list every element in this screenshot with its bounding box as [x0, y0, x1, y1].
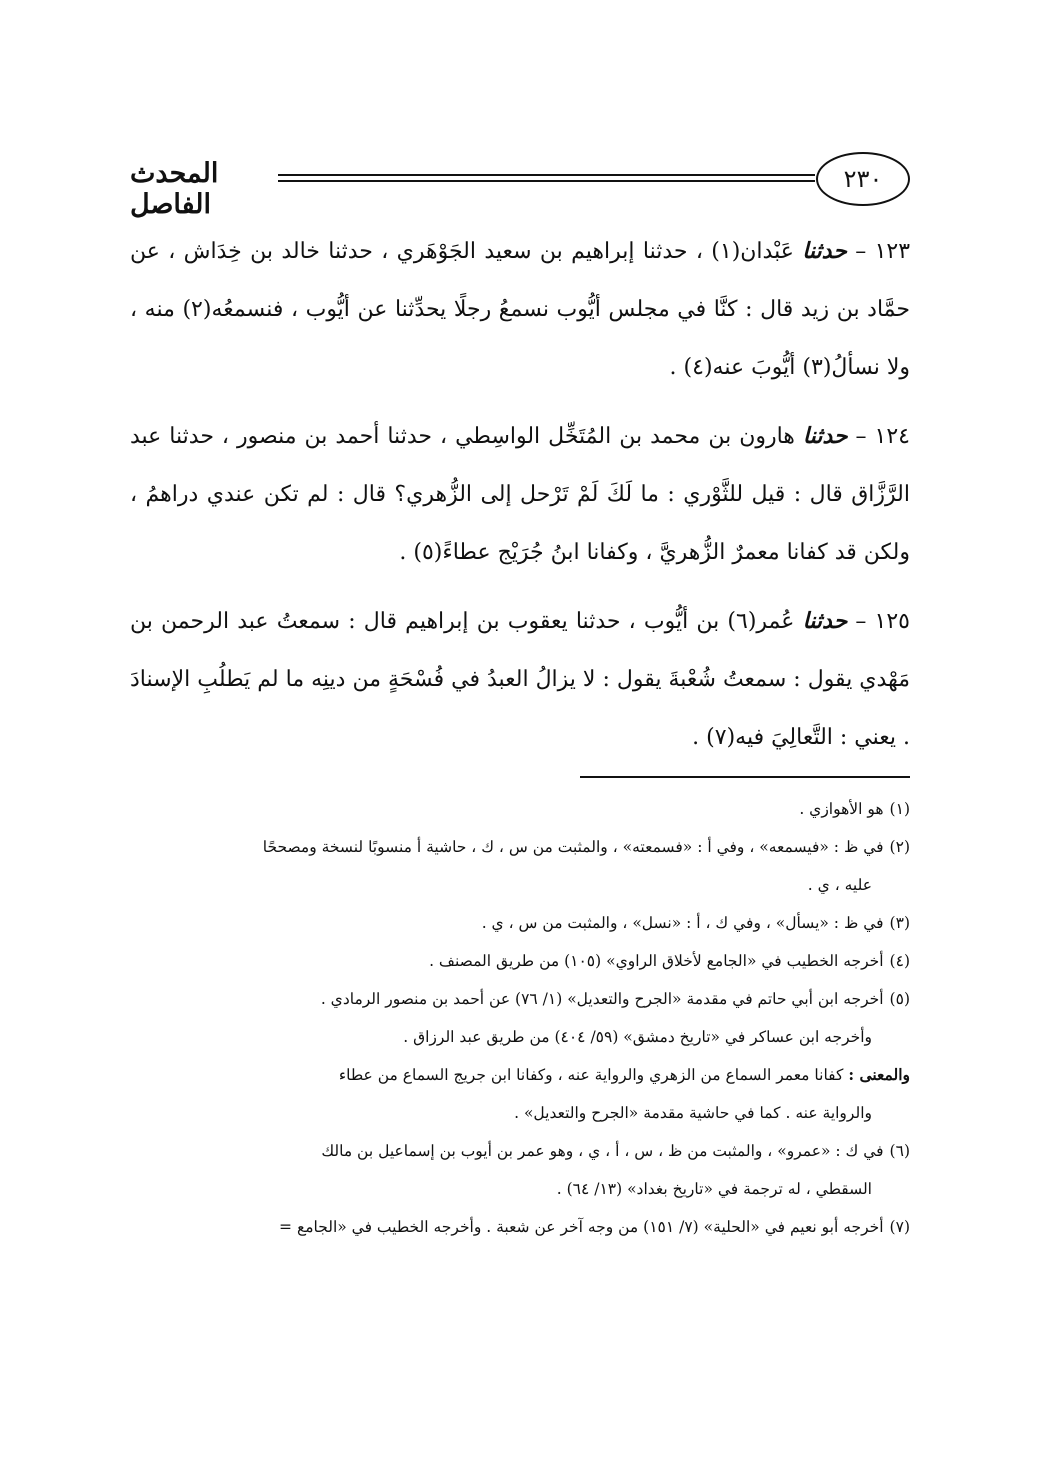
paragraph-number: ١٢٥ – [855, 609, 910, 634]
hadith-keyword: حدثنا [802, 423, 848, 449]
footnote-text: في ظ : «يسأل» ، وفي ك ، أ : «نسل» ، والمثبت من س ، ي . [481, 914, 884, 932]
footnote-text: أخرجه ابن أبي حاتم في مقدمة «الجرح والتعديل» (١/ ٧٦) عن أحمد بن منصور الرمادي . [320, 990, 884, 1008]
footnote-3 [110, 904, 910, 942]
book-title: المحدث الفاصل [130, 158, 219, 220]
footnote-4 [110, 942, 910, 980]
footnote-ref: (٢) [889, 838, 910, 856]
footnote-ref: (٦) [889, 1142, 910, 1160]
footnote-ref: (١) [889, 800, 910, 818]
page-number: ٢٣٠ [816, 152, 910, 206]
paragraph-124 [130, 407, 910, 582]
footnote-text: أخرجه الخطيب في «الجامع لأخلاق الراوي» (١٠٥) من طريق المصنف . [429, 952, 884, 970]
hadith-keyword: حدثنا [802, 608, 848, 634]
paragraph-125 [130, 592, 910, 767]
footnote-text-cont: والرواية عنه . كما في حاشية مقدمة «الجرح والتعديل» . [514, 1104, 872, 1122]
footnote-text-cont: السقطي ، له ترجمة في «تاريخ بغداد» (١٣/ ٦٤) . [556, 1180, 872, 1198]
paragraph-number: ١٢٣ – [855, 239, 911, 264]
footnote-ref: (٣) [889, 914, 910, 932]
main-text [130, 222, 910, 777]
footnote-text: في ظ : «فيسمعه» ، وفي أ : «فسمعته» ، والمثبت من س ، ك ، حاشية أ منسوبًا لنسخة ومصححًا [262, 838, 884, 856]
footnote-text: أخرجه أبو نعيم في «الحلية» (٧/ ١٥١) من وجه آخر عن شعبة . وأخرجه الخطيب في «الجامع = [279, 1218, 884, 1236]
footnote-text: في ك : «عمرو» ، والمثبت من ظ ، س ، أ ، ي ، وهو عمر بن أيوب بن إسماعيل بن مالك [321, 1142, 884, 1160]
footnote-meaning [110, 1056, 910, 1132]
footnote-1 [110, 790, 910, 828]
footnote-2 [110, 828, 910, 904]
footnote-text: هو الأهوازي . [799, 800, 884, 818]
paragraph-number: ١٢٤ – [855, 424, 910, 449]
footnote-divider [580, 776, 910, 778]
footnote-text: كفانا معمر السماع من الزهري والرواية عنه ، وكفانا ابن جريج السماع من عطاء [338, 1066, 844, 1084]
header-double-rule [278, 174, 815, 182]
paragraph-text: عُمر(٦) بن أيُّوب ، حدثنا يعقوب بن إبراهيم قال : سمعتُ عبد الرحمن بن مَهْدي يقول : سمعتُ شُعْبةَ يقول : لا يزالُ العبدُ في فُسْحَةٍ من دينِه ما لم يَطلُبِ الإسنادَ . يعني : التَّعالِيَ فيه(٧) . [130, 609, 910, 750]
meaning-label: والمعنى : [848, 1065, 910, 1084]
footnotes [110, 790, 910, 1246]
paragraph-123 [130, 222, 910, 397]
footnote-text-cont: وأخرجه ابن عساكر في «تاريخ دمشق» (٥٩/ ٤٠٤) من طريق عبد الرزاق . [403, 1028, 872, 1046]
page-header [130, 152, 910, 220]
paragraph-text: عَبْدان(١) ، حدثنا إبراهيم بن سعيد الجَوْهَري ، حدثنا خالد بن خِدَاش ، عن حمَّاد بن زيد قال : كنَّا في مجلس أيُّوب نسمعُ رجلًا يحدِّثنا عن أيُّوب ، فنسمعُه(٢) منه ، ولا نسألُ(٣) أيُّوبَ عنه(٤) . [130, 239, 910, 380]
footnote-ref: (٧) [889, 1218, 910, 1236]
footnote-ref: (٥) [889, 990, 910, 1008]
paragraph-text: هارون بن محمد بن المُتَخِّل الواسِطي ، حدثنا أحمد بن منصور ، حدثنا عبد الرَّزَّاق قال : قيل للثَّوْري : ما لَكَ لَمْ تَرْحل إلى الزُّهري؟ قال : لم تكن عندي دراهمُ ، ولكن قد كفانا معمرٌ الزُّهريَّ ، وكفانا ابنُ جُرَيْج عطاءً(٥) . [130, 424, 910, 565]
footnote-6 [110, 1132, 910, 1208]
footnote-text-cont: عليه ، ي . [807, 876, 872, 894]
footnote-5 [110, 980, 910, 1056]
hadith-keyword: حدثنا [802, 238, 847, 264]
footnote-7 [110, 1208, 910, 1246]
footnote-ref: (٤) [889, 952, 910, 970]
